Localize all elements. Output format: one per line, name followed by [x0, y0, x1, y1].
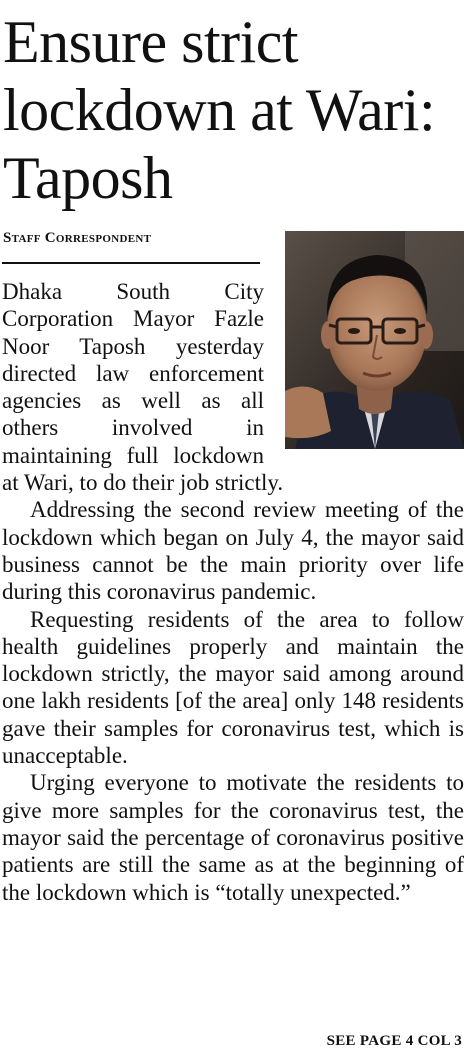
continuation-line: SEE PAGE 4 COL 3	[326, 1033, 462, 1049]
byline-divider	[2, 262, 260, 264]
article-body	[2, 278, 464, 906]
paragraph: Requesting residents of the area to follow health guidelines properly and maintain the lockdown strictly, the mayor said among around one lakh residents [of the area] only 148 residents gave their samples for coronavirus test, which is unacceptable.	[2, 606, 464, 769]
headline: Ensure strict lockdown at Wari: Taposh	[3, 9, 436, 211]
photo-wrap-space	[264, 278, 464, 456]
paragraph: Dhaka South City Corporation Mayor Fazle Noor Taposh yesterday directed law enforcement agencies as well as all others involved in maintaining full lockdown at Wari, to do their job strictly.	[2, 279, 284, 496]
paragraph: Urging everyone to motivate the residents to give more samples for the coronavirus test, the mayor said the percentage of coronavirus positive patients are still the same as at the beginning of the lockdown which is “totally unexpected.”	[2, 770, 464, 905]
byline: Staff Correspondent	[3, 230, 152, 246]
paragraph: Addressing the second review meeting of the lockdown which began on July 4, the mayor said business cannot be the main priority over life during this coronavirus pandemic.	[2, 497, 464, 605]
